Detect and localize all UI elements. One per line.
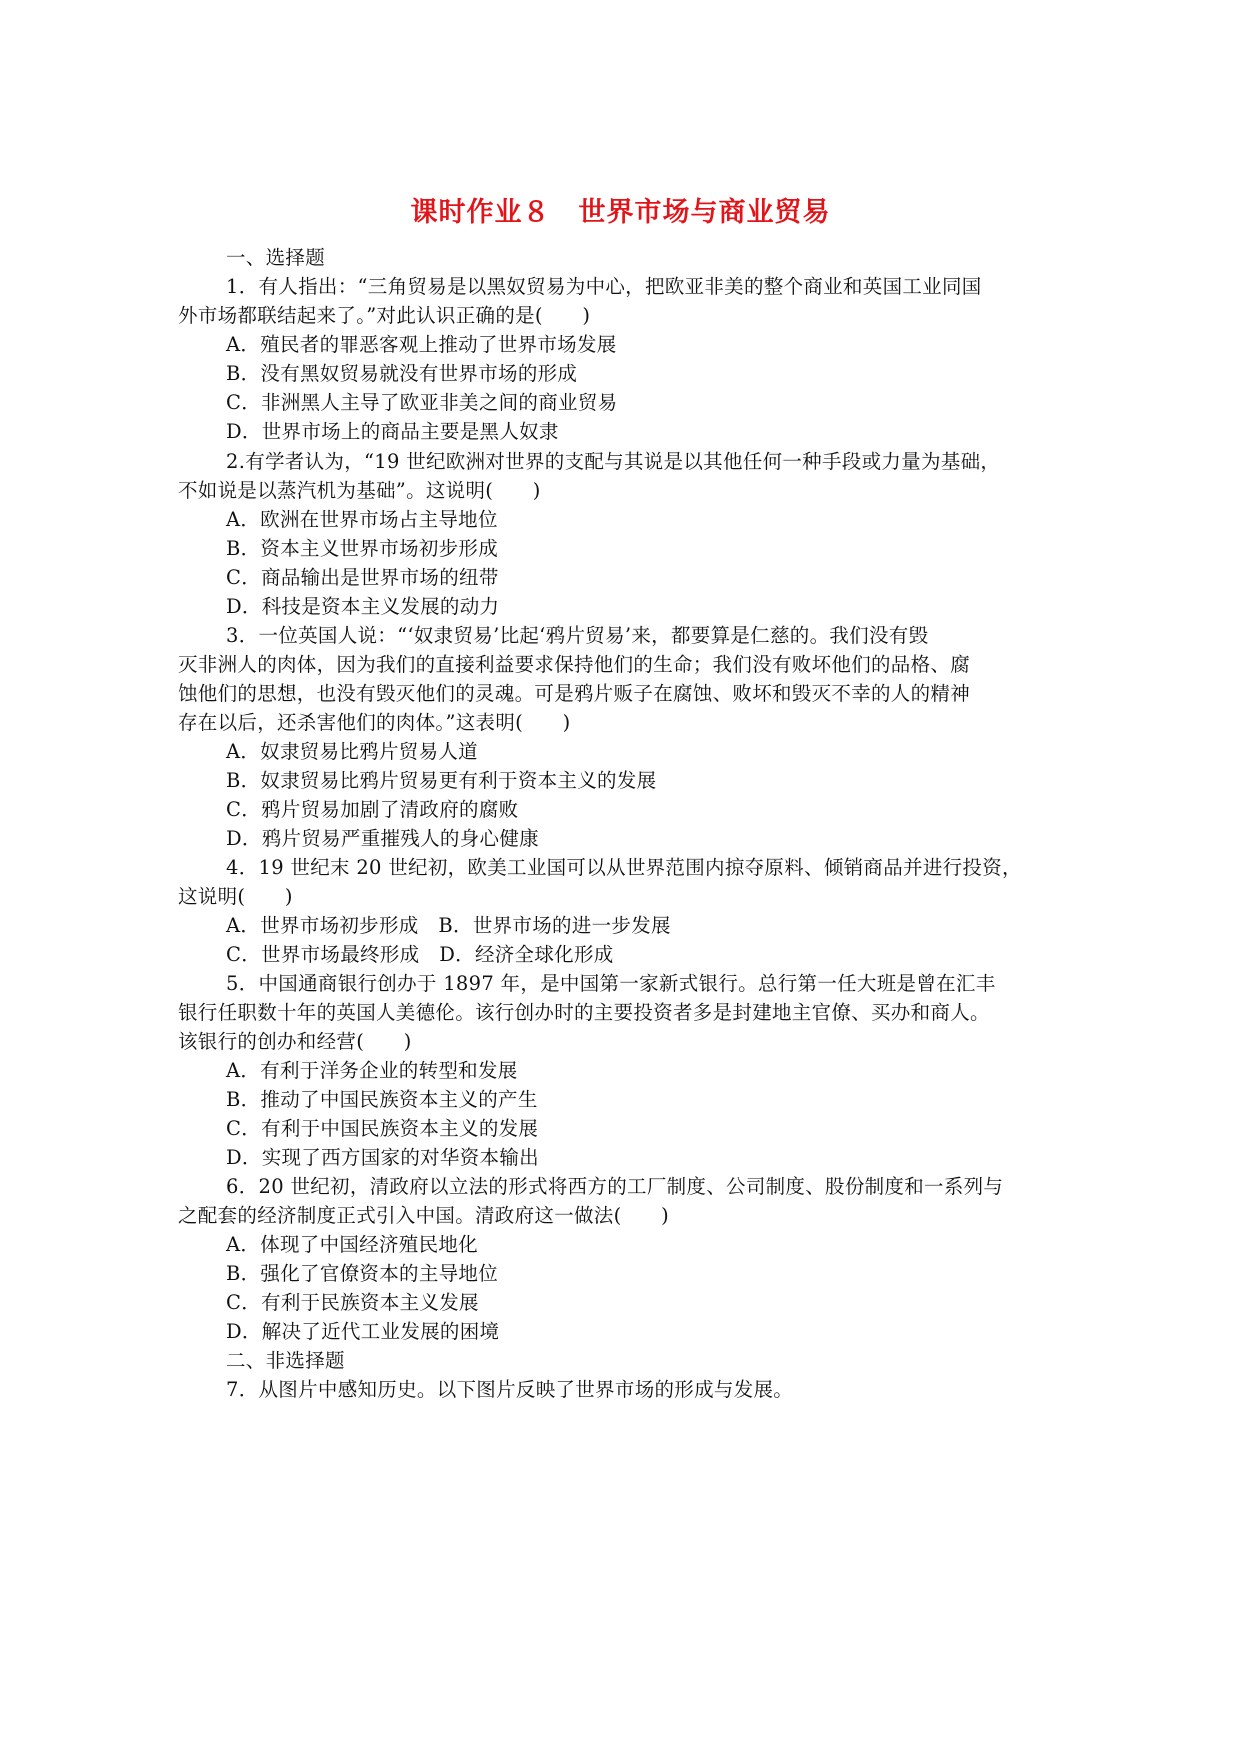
question-6-option-b: B．强化了官僚资本的主导地位 (226, 1262, 499, 1285)
question-3-stem: 3．一位英国人说：“‘奴隶贸易’比起‘鸦片贸易’来，都要算是仁慈的。我们没有毁 (226, 624, 929, 647)
question-5-stem: 银行任职数十年的英国人美德伦。该行创办时的主要投资者多是封建地主官僚、买办和商人。 (178, 1001, 990, 1024)
question-1-option-c: C．非洲黑人主导了欧亚非美之间的商业贸易 (226, 391, 618, 414)
question-6-stem: 之配套的经济制度正式引入中国。清政府这一做法( ) (178, 1204, 670, 1227)
question-5-stem: 5．中国通商银行创办于 1897 年，是中国第一家新式银行。总行第一任大班是曾在汇丰 (226, 972, 996, 995)
question-1-option-b: B．没有黑奴贸易就没有世界市场的形成 (226, 362, 578, 385)
question-5-option-d: D．实现了西方国家的对华资本输出 (226, 1146, 539, 1169)
question-3-option-b: B．奴隶贸易比鸦片贸易更有利于资本主义的发展 (226, 769, 657, 792)
question-3-option-a: A．奴隶贸易比鸦片贸易人道 (226, 740, 478, 763)
question-2-stem: 不如说是以蒸汽机为基础”。这说明( ) (178, 479, 541, 502)
question-6-stem: 6．20 世纪初，清政府以立法的形式将西方的工厂制度、公司制度、股份制度和一系列与 (226, 1175, 1004, 1198)
question-5-option-b: B．推动了中国民族资本主义的产生 (226, 1088, 538, 1111)
question-1-option-d: D．世界市场上的商品主要是黑人奴隶 (226, 420, 559, 443)
question-6-option-a: A．体现了中国经济殖民地化 (226, 1233, 478, 1256)
question-3-stem: 灭非洲人的肉体，因为我们的直接利益要求保持他们的生命；我们没有败坏他们的品格、腐 (178, 653, 971, 676)
question-1-stem: 外市场都联结起来了。”对此认识正确的是( ) (178, 304, 591, 327)
question-5-stem: 该银行的创办和经营( ) (178, 1030, 412, 1053)
question-3-option-d: D．鸦片贸易严重摧残人的身心健康 (226, 827, 539, 850)
question-4-stem: 4．19 世纪末 20 世纪初，欧美工业国可以从世界范围内掠夺原料、倾销商品并进行投资， (226, 856, 1022, 879)
question-2-option-b: B．资本主义世界市场初步形成 (226, 537, 499, 560)
section-heading-non-choice: 二、非选择题 (226, 1349, 345, 1372)
question-2-stem: 2.有学者认为，“19 世纪欧洲对世界的支配与其说是以其他任何一种手段或力量为基础， (226, 450, 1001, 473)
question-4-options-cd: C．世界市场最终形成 D．经济全球化形成 (226, 943, 614, 966)
question-5-option-c: C．有利于中国民族资本主义的发展 (226, 1117, 539, 1140)
question-2-option-c: C．商品输出是世界市场的纽带 (226, 566, 499, 589)
question-5-option-a: A．有利于洋务企业的转型和发展 (226, 1059, 518, 1082)
question-4-options-ab: A．世界市场初步形成 B．世界市场的进一步发展 (226, 914, 671, 937)
section-heading-choice: 一、选择题 (226, 246, 326, 269)
question-2-option-a: A．欧洲在世界市场占主导地位 (226, 508, 498, 531)
question-3-option-c: C．鸦片贸易加剧了清政府的腐败 (226, 798, 519, 821)
question-6-option-d: D．解决了近代工业发展的困境 (226, 1320, 500, 1343)
question-1-option-a: A．殖民者的罪恶客观上推动了世界市场发展 (226, 333, 617, 356)
page-title: 课时作业８ 世界市场与商业贸易 (410, 197, 831, 228)
question-4-stem: 这说明( ) (178, 885, 293, 908)
question-7-stem: 7．从图片中感知历史。以下图片反映了世界市场的形成与发展。 (226, 1378, 794, 1401)
question-2-option-d: D．科技是资本主义发展的动力 (226, 595, 500, 618)
question-6-option-c: C．有利于民族资本主义发展 (226, 1291, 479, 1314)
question-1-stem: 1．有人指出：“三角贸易是以黑奴贸易为中心，把欧亚非美的整个商业和英国工业同国 (226, 275, 982, 298)
question-3-stem: 存在以后，还杀害他们的肉体。”这表明( ) (178, 711, 571, 734)
question-3-stem: 蚀他们的思想，也没有毁灭他们的灵魂。可是鸦片贩子在腐蚀、败坏和毁灭不幸的人的精神 (178, 682, 971, 705)
